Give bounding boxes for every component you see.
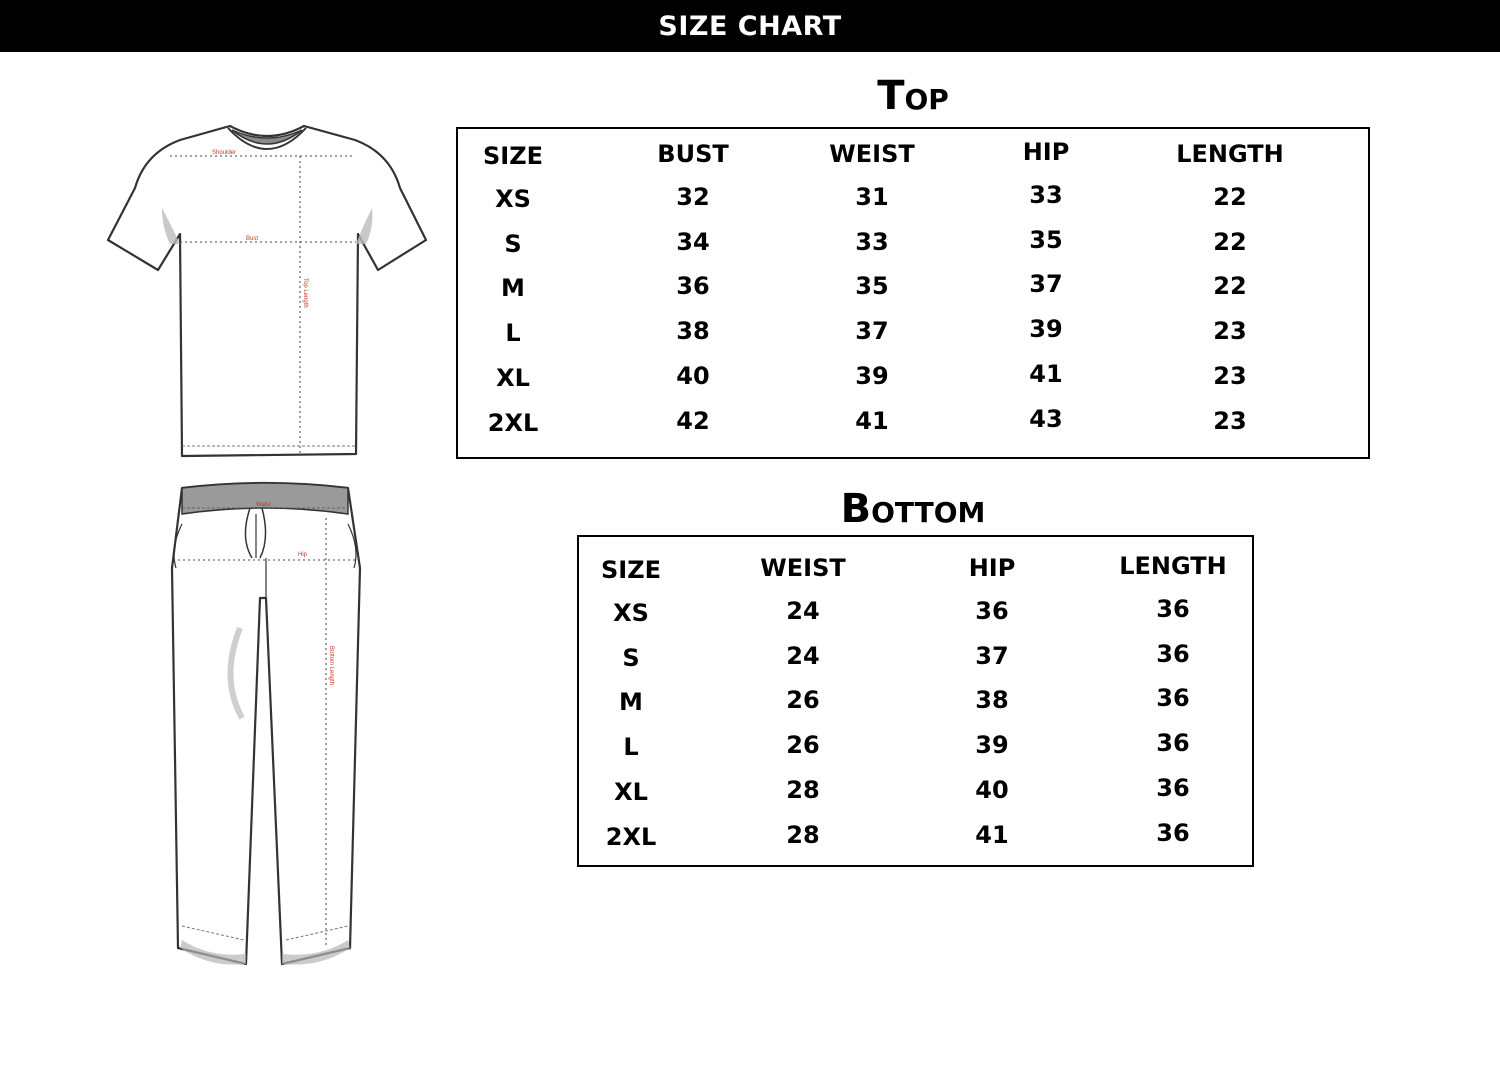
top-value-cell: 33: [855, 227, 889, 256]
bottom-value-cell: 26: [786, 686, 820, 715]
bottom-size-cell: S: [622, 643, 640, 672]
bottom-value-cell: 28: [786, 775, 820, 804]
bottom-value-cell: 26: [786, 731, 820, 760]
bottom-size-cell: XS: [613, 599, 649, 627]
top-size-cell: 2XL: [487, 408, 539, 437]
bottom-value-cell: 36: [975, 597, 1009, 625]
bottom-value-cell: 40: [975, 775, 1009, 804]
header-bar: [0, 0, 1500, 52]
top-value-cell: 23: [1213, 361, 1247, 390]
bottom-value-cell: 36: [1156, 595, 1190, 623]
bottom-value-cell: 36: [1156, 729, 1190, 758]
page-title: SIZE CHART: [658, 10, 842, 42]
bottom-value-cell: 36: [1156, 818, 1190, 847]
top-value-cell: 37: [1029, 270, 1063, 299]
bottom-value-cell: 36: [1156, 684, 1190, 713]
top-value-cell: 22: [1213, 227, 1247, 256]
top-header-weist: WEIST: [829, 140, 915, 168]
top-title: Top: [877, 73, 949, 119]
bottom-header-hip: HIP: [968, 554, 1016, 582]
top-header-bust: BUST: [657, 140, 729, 168]
bottom-title: Bottom: [840, 486, 986, 532]
bottom-length-label: Bottom Length: [328, 646, 334, 686]
top-size-cell: S: [504, 229, 522, 258]
bottom-value-cell: 24: [786, 641, 820, 670]
bust-label: Bust: [246, 236, 259, 242]
hip-label: Hip: [298, 552, 308, 558]
top-value-cell: 36: [676, 272, 710, 301]
top-value-cell: 34: [676, 227, 710, 256]
top-size-table: [456, 127, 1370, 459]
top-size-cell: XS: [495, 185, 531, 213]
top-value-cell: 35: [855, 272, 889, 301]
top-size-cell: L: [505, 319, 521, 348]
top-value-cell: 43: [1029, 404, 1063, 433]
top-value-cell: 22: [1213, 183, 1247, 211]
top-length-label: Top Length: [302, 278, 308, 308]
top-size-cell: XL: [496, 363, 530, 392]
bottom-size-cell: XL: [614, 777, 648, 806]
top-value-cell: 23: [1213, 406, 1247, 435]
top-header-size: SIZE: [482, 142, 543, 170]
bottom-header-weist: WEIST: [760, 554, 846, 582]
top-header-length: LENGTH: [1176, 140, 1284, 168]
top-value-cell: 41: [855, 406, 889, 435]
top-value-cell: 31: [855, 183, 889, 211]
bottom-header-size: SIZE: [600, 556, 661, 584]
bottom-size-cell: 2XL: [605, 822, 657, 851]
bottom-value-cell: 41: [975, 820, 1009, 849]
top-value-cell: 22: [1213, 272, 1247, 301]
bottom-value-cell: 36: [1156, 639, 1190, 668]
bottom-value-cell: 37: [975, 641, 1009, 670]
top-value-cell: 42: [676, 406, 710, 435]
bottom-header-length: LENGTH: [1119, 552, 1227, 580]
bottom-size-table: [577, 535, 1254, 867]
top-value-cell: 39: [855, 361, 889, 390]
pants-illustration: [170, 478, 370, 973]
top-value-cell: 39: [1029, 315, 1063, 344]
top-value-cell: 41: [1029, 359, 1063, 388]
top-value-cell: 35: [1029, 225, 1063, 254]
top-size-cell: M: [501, 274, 525, 303]
top-value-cell: 37: [855, 317, 889, 346]
bottom-value-cell: 24: [786, 597, 820, 625]
bottom-value-cell: 28: [786, 820, 820, 849]
top-value-cell: 40: [676, 361, 710, 390]
top-value-cell: 38: [676, 317, 710, 346]
bottom-value-cell: 36: [1156, 773, 1190, 802]
bottom-value-cell: 38: [975, 686, 1009, 715]
waist-label: Waist: [256, 502, 271, 508]
bottom-size-cell: M: [619, 688, 643, 717]
top-header-hip: HIP: [1022, 138, 1070, 166]
shoulder-label: Shoulder: [212, 150, 237, 156]
top-value-cell: 33: [1029, 181, 1063, 209]
tshirt-illustration: [100, 118, 435, 468]
bottom-value-cell: 39: [975, 731, 1009, 760]
bottom-size-cell: L: [623, 733, 639, 762]
top-value-cell: 23: [1213, 317, 1247, 346]
top-value-cell: 32: [676, 183, 710, 211]
